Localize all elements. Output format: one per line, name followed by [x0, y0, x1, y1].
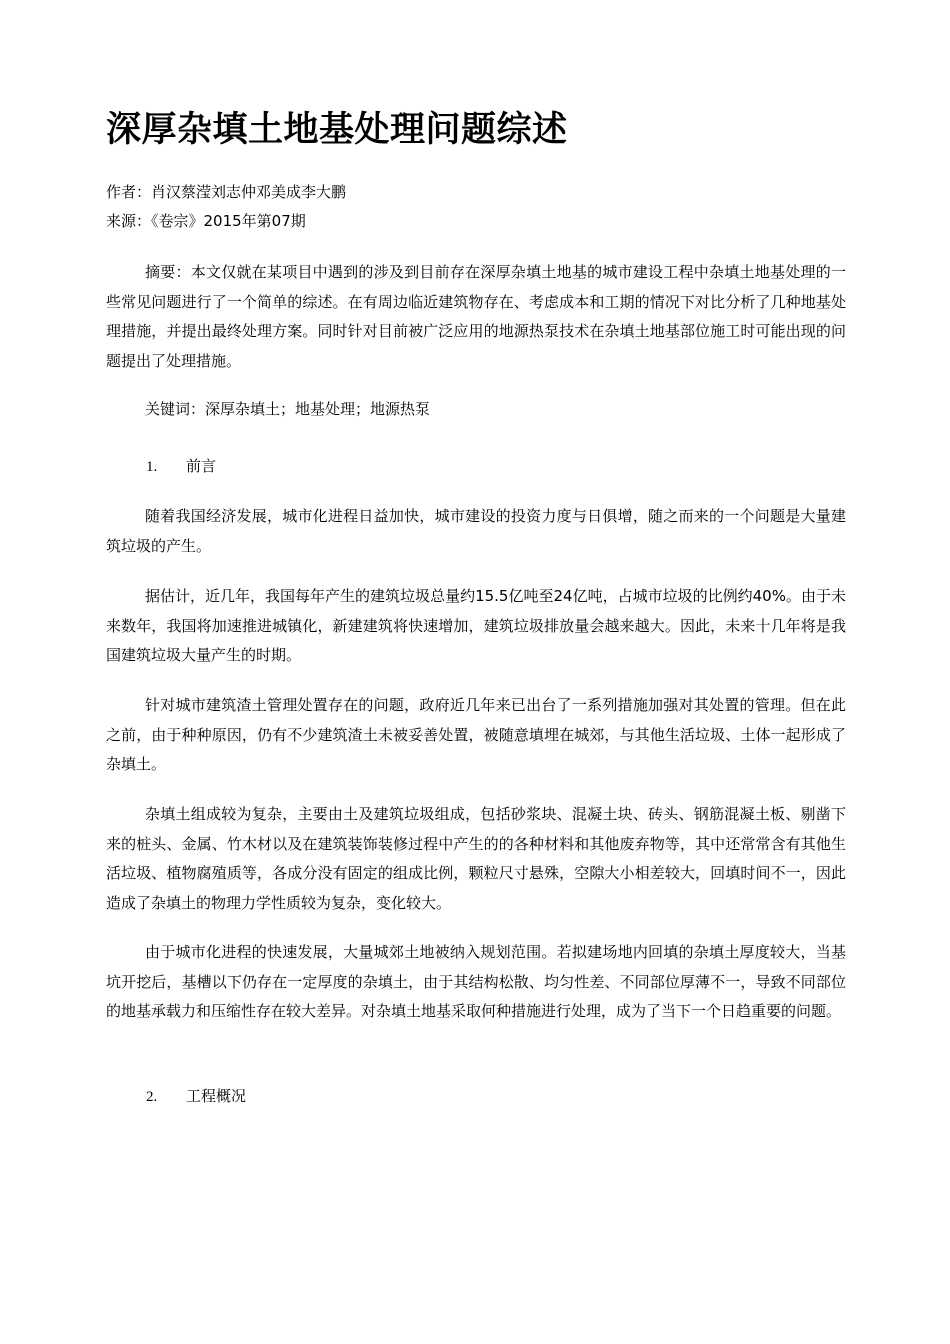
section-number: 2. [146, 1089, 158, 1105]
body-paragraph: 针对城市建筑渣土管理处置存在的问题，政府近几年来已出台了一系列措施加强对其处置的管理。但在此之前，由于种种原因，仍有不少建筑渣土未被妥善处置，被随意填埋在城郊，与其他生活垃圾、土体一起形成了杂填土。 [106, 696, 846, 773]
section-title: 前言 [186, 457, 217, 475]
body-paragraph: 由于城市化进程的快速发展，大量城郊土地被纳入规划范围。若拟建场地内回填的杂填土厚度较大，当基坑开挖后，基槽以下仍存在一定厚度的杂填土，由于其结构松散、均匀性差、不同部位厚薄不一，导致不同部位的地基承载力和压缩性存在较大差异。对杂填土地基采取何种措施进行处理，成为了当下一个日趋重要的问题。 [106, 943, 846, 1020]
body-paragraph: 杂填土组成较为复杂，主要由土及建筑垃圾组成，包括砂浆块、混凝土块、砖头、钢筋混凝土板、剔凿下来的桩头、金属、竹木材以及在建筑装饰装修过程中产生的的各种材料和其他废弃物等，其中还常常含有其他生活垃圾、植物腐殖质等，各成分没有固定的组成比例，颗粒尺寸悬殊，空隙大小相差较大，回填时间不一，因此造成了杂填土的物理力学性质较为复杂，变化较大。 [106, 805, 846, 912]
abstract-paragraph: 摘要：本文仅就在某项目中遇到的涉及到目前存在深厚杂填土地基的城市建设工程中杂填土地基处理的一些常见问题进行了一个简单的综述。在有周边临近建筑物存在、考虑成本和工期的情况下对比分析了几种地基处理措施，并提出最终处理方案。同时针对目前被广泛应用的地源热泵技术在杂填土地基部位施工时可能出现的问题提出了处理措施。 [106, 263, 846, 370]
author-line: 作者：肖汉蔡滢刘志仲邓美成李大鹏 [106, 183, 347, 201]
source-line: 来源：《卷宗》2015年第07期 [106, 212, 306, 230]
article-title: 深厚杂填土地基处理问题综述 [106, 110, 568, 150]
section-heading-2 [146, 1086, 246, 1107]
section-number: 1. [146, 459, 158, 475]
keywords-paragraph: 关键词：深厚杂填土；地基处理；地源热泵 [145, 400, 431, 418]
section-title: 工程概况 [186, 1087, 247, 1105]
body-paragraph: 据估计，近几年，我国每年产生的建筑垃圾总量约15.5亿吨至24亿吨，占城市垃圾的比例约40%。由于未来数年，我国将加速推进城镇化，新建建筑将快速增加，建筑垃圾排放量会越来越大。因此，未来十几年将是我国建筑垃圾大量产生的时期。 [106, 587, 846, 664]
section-heading-1 [146, 456, 216, 477]
body-paragraph: 随着我国经济发展，城市化进程日益加快，城市建设的投资力度与日俱增，随之而来的一个问题是大量建筑垃圾的产生。 [106, 507, 846, 555]
